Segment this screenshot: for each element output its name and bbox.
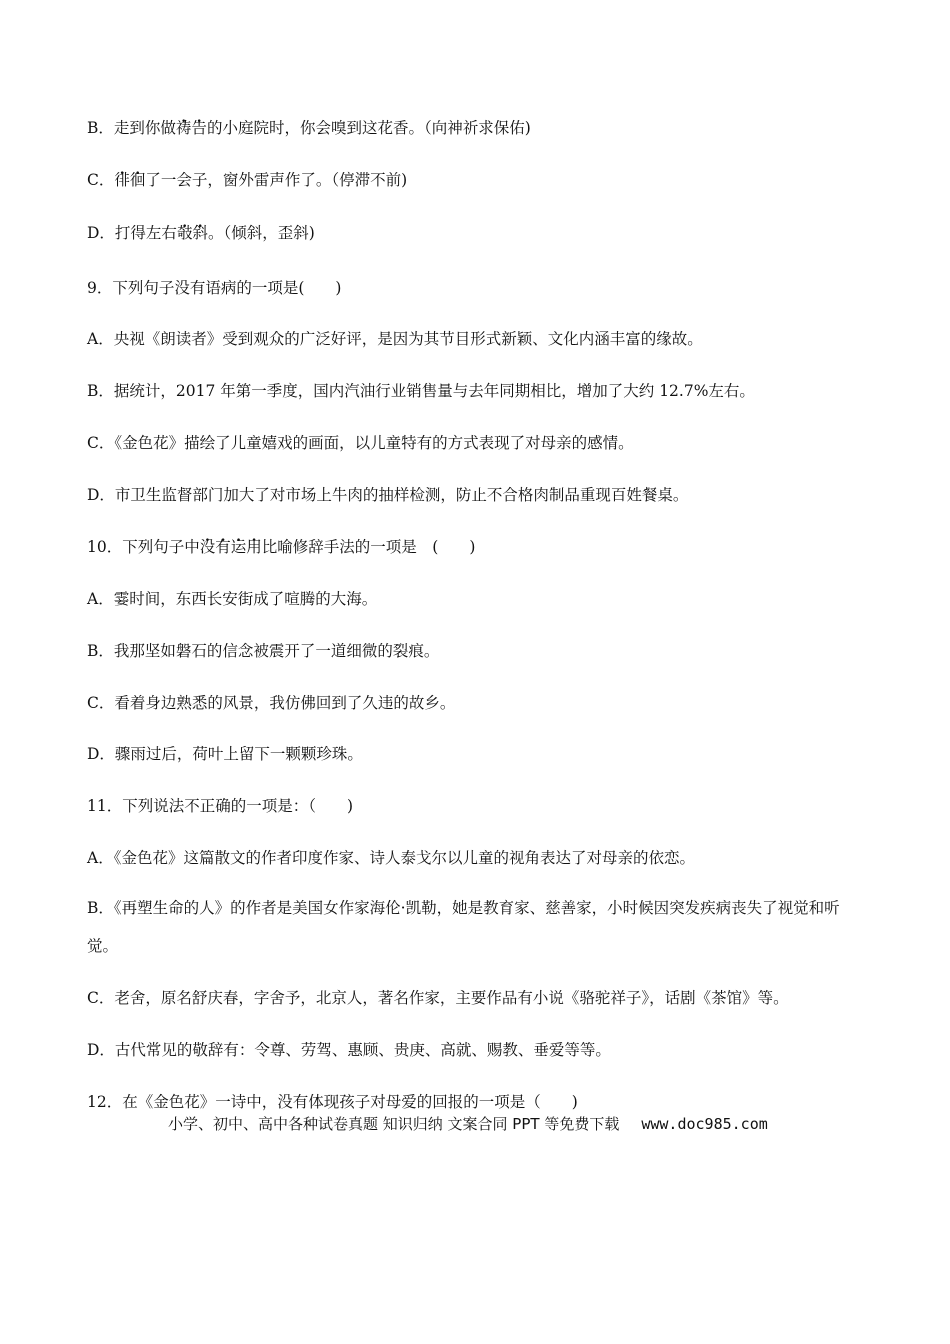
q8-d-text-pre: D．打得左右 [87,224,177,242]
q8-c-text-pre: C． [87,171,115,189]
q8-b-text-pre: B．走到你做 [87,119,176,137]
q9-option-a: A．央视《朗读者》受到观众的广泛好评，是因为其节目形式新颖、文化内涵丰富的缘故。 [87,330,703,348]
q10-stem-pre: 10．下列句子中 [87,538,200,556]
footer-text: 小学、初中、高中各种试卷真题 知识归纳 文案合同 PPT 等免费下载 [168,1115,620,1133]
q8-option-b [87,115,860,141]
emphasis-char: 有 [215,538,231,556]
emphasis-char: 运 [230,538,247,556]
q10-option-d: D．骤雨过后，荷叶上留下一颗颗珍珠。 [87,745,363,763]
q9-option-c: C．《金色花》描绘了儿童嬉戏的画面，以儿童特有的方式表现了对母亲的感情。 [87,434,634,452]
emphasis-char: 徘 [114,171,130,189]
q10-option-a: A．霎时间，东西长安街成了喧腾的大海。 [87,590,378,608]
q12-stem: 12．在《金色花》一诗中，没有体现孩子对母爱的回报的一项是（ ) [87,1093,578,1111]
q11-option-a: A．《金色花》这篇散文的作者印度作家、诗人泰戈尔以儿童的视角表达了对母亲的依恋。 [87,849,695,867]
q8-d-text-post: 。（倾斜，歪斜) [207,224,315,242]
emphasis-char: 攲 [176,224,193,242]
q11-stem: 11．下列说法不正确的一项是：（ ) [87,797,354,815]
q8-b-text-post: 的小庭院时，你会嗅到这花香。（向神祈求保佑) [206,119,531,137]
q8-option-d [87,220,860,246]
q10-option-c: C．看着身边熟悉的风景，我仿佛回到了久违的故乡。 [87,694,456,712]
emphasis-char: 用 [246,538,262,556]
q9-option-b: B．据统计，2017 年第一季度，国内汽油行业销售量与去年同期相比，增加了大约 12.7%左右。 [87,382,755,400]
emphasis-char: 告 [191,119,207,137]
q11-option-c: C．老舍，原名舒庆春，字舍予，北京人，著名作家，主要作品有小说《骆驼祥子》，话剧《茶馆》等。 [87,989,789,1007]
emphasis-char: 斜 [192,224,208,242]
emphasis-char: 没 [199,538,216,556]
emphasis-char: 徊 [129,171,146,189]
q9-option-d: D．市卫生监督部门加大了对市场上牛肉的抽样检测，防止不合格肉制品重现百姓餐桌。 [87,486,689,504]
page-footer [168,1113,768,1134]
q10-stem-post: 比喻修辞手法的一项是 ( ) [261,538,476,556]
q10-stem [87,534,860,560]
footer-url[interactable]: www.doc985.com [641,1115,768,1133]
q11-option-b: B．《再塑生命的人》的作者是美国女作家海伦·凯勒，她是教育家、慈善家，小时候因突发疾病丧失了视觉和听觉。 [87,899,840,955]
q9-stem: 9．下列句子没有语病的一项是( ) [87,279,342,297]
q8-option-c [87,167,860,193]
emphasis-char: 祷 [175,119,192,137]
q11-option-d: D．古代常见的敬辞有：令尊、劳驾、惠顾、贵庚、高就、赐教、垂爱等等。 [87,1041,611,1059]
q10-option-b: B．我那坚如磐石的信念被震开了一道细微的裂痕。 [87,642,440,660]
q8-c-text-post: 了一会子，窗外雷声作了。（停滞不前) [145,171,408,189]
